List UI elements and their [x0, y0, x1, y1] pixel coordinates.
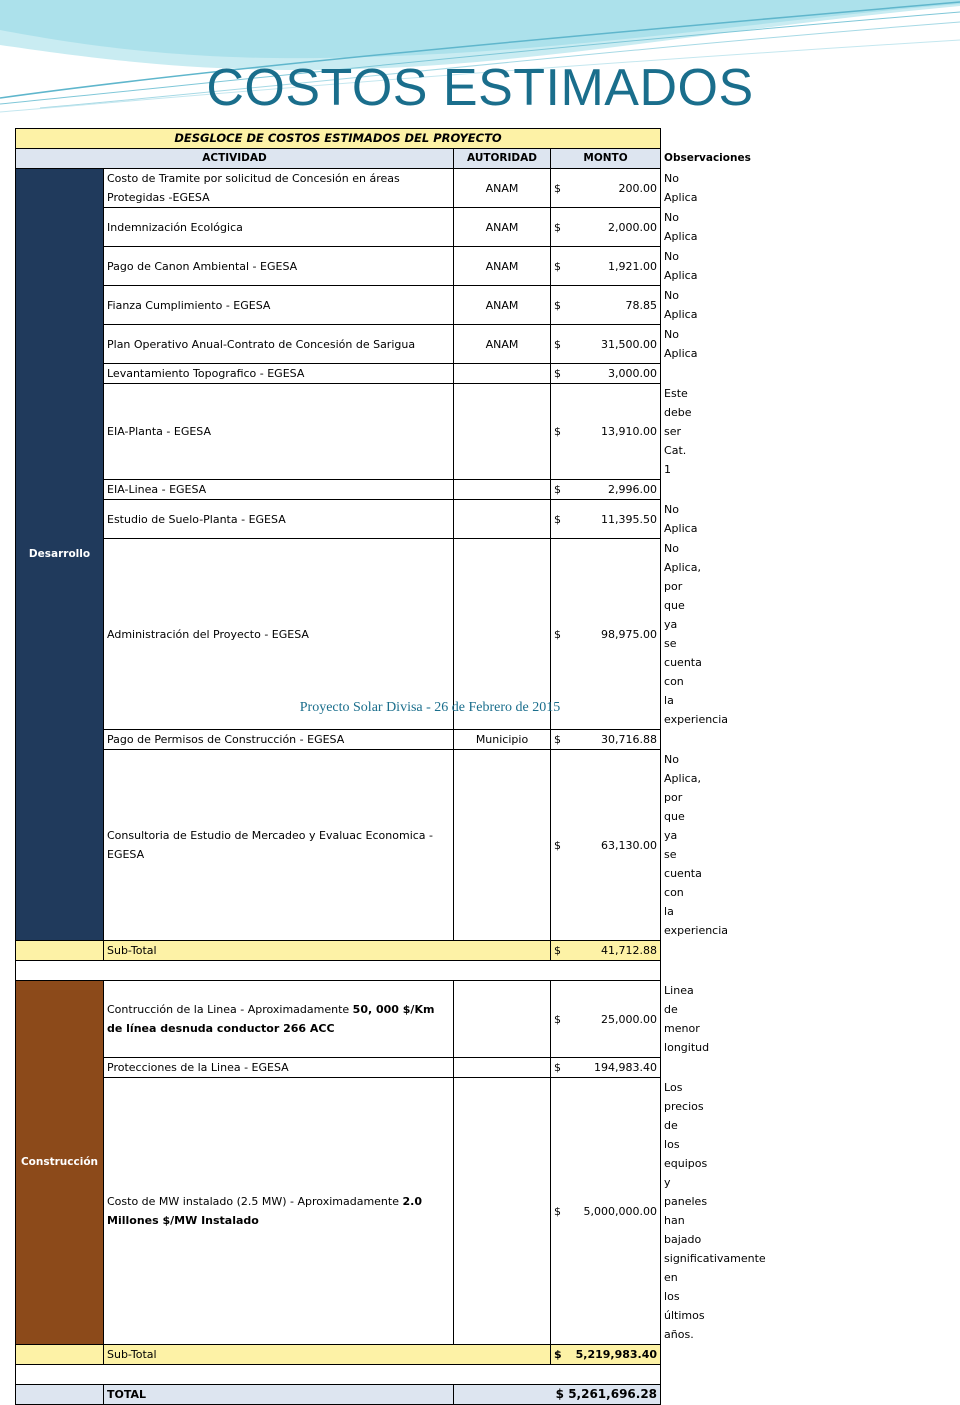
table-row: Plan Operativo Anual-Contrato de Concesión de Sarigua ANAM $ 31,500.00 No Aplica: [16, 325, 661, 364]
table-row: EIA-Planta - EGESA $ 13,910.00 Este debe ser Cat. 1: [16, 384, 661, 480]
authority-cell: Municipio: [454, 730, 551, 750]
amount-cell: [551, 1058, 661, 1078]
total-amount: $ 5,261,696.28: [454, 1385, 661, 1405]
currency-symbol: $: [554, 1061, 561, 1074]
currency-symbol: $: [554, 944, 561, 957]
table-row: Indemnización Ecológica ANAM $ 2,000.00 No Aplica: [16, 208, 661, 247]
table-row: [16, 730, 661, 750]
column-header-monto: MONTO: [551, 149, 661, 169]
activity-text: Contrucción de la Linea - Aproximadamente: [107, 1003, 353, 1016]
amount-value: 200.00: [618, 181, 658, 195]
amount-value: 194,983.40: [594, 1061, 658, 1074]
activity-cell: EIA-Planta - EGESA: [104, 384, 454, 480]
activity-cell: Estudio de Suelo-Planta - EGESA: [104, 500, 454, 539]
table-row: [16, 1058, 661, 1078]
currency-symbol: $: [554, 425, 561, 438]
activity-cell: Pago de Permisos de Construcción - EGESA: [104, 730, 454, 750]
authority-cell: ANAM: [454, 286, 551, 325]
activity-cell: Plan Operativo Anual-Contrato de Concesión de Sarigua: [104, 325, 454, 364]
table-row: Construcción Contrucción de la Linea - Aproximadamente 50, 000 $/Km de línea desnuda conductor 266 ACC $ 25,000.00 Linea de menor longitud: [16, 981, 661, 1058]
activity-cell: [104, 1078, 454, 1345]
table-row: Administración del Proyecto - EGESA $ 98,975.00 No Aplica, por que ya se cuenta con la experiencia: [16, 539, 661, 730]
subtotal-label: Sub-Total: [104, 1345, 551, 1365]
activity-cell: [104, 981, 454, 1058]
amount-value: 63,130.00: [601, 838, 658, 852]
amount-value: 5,219,983.40: [575, 1348, 658, 1361]
subtotal-amount: [551, 1345, 661, 1365]
authority-cell: [454, 500, 551, 539]
amount-value: 11,395.50: [601, 512, 658, 526]
table-row: Consultoria de Estudio de Mercadeo y Evaluac Economica - EGESA $ 63,130.00 No Aplica, por que ya se cuenta con la experiencia: [16, 750, 661, 941]
amount-cell: [551, 1078, 661, 1345]
table-row: Pago de Canon Ambiental - EGESA ANAM $ 1,921.00 No Aplica: [16, 247, 661, 286]
authority-cell: [454, 750, 551, 941]
currency-symbol: $: [554, 838, 561, 852]
activity-cell: Indemnización Ecológica: [104, 208, 454, 247]
page-title: COSTOS ESTIMADOS: [206, 59, 754, 117]
currency-symbol: $: [554, 181, 561, 195]
currency-symbol: $: [554, 483, 561, 496]
subtotal-label: Sub-Total: [104, 941, 551, 961]
amount-cell: [551, 247, 661, 286]
authority-cell: ANAM: [454, 208, 551, 247]
currency-symbol: $: [554, 733, 561, 746]
activity-emphasis: 50, 000 $/Km de línea desnuda conductor 266 ACC: [107, 1003, 435, 1035]
currency-symbol: $: [554, 367, 561, 380]
activity-cell: Costo de Tramite por solicitud de Concesión en áreas Protegidas -EGESA: [104, 169, 454, 208]
spacer-cell: [16, 1365, 661, 1385]
total-blank: [16, 1385, 104, 1405]
authority-cell: [454, 364, 551, 384]
column-header-actividad: ACTIVIDAD: [16, 149, 454, 169]
amount-value: 31,500.00: [601, 337, 658, 351]
amount-value: 1,921.00: [608, 259, 658, 273]
column-header-autoridad: AUTORIDAD: [454, 149, 551, 169]
table-heading: DESGLOCE DE COSTOS ESTIMADOS DEL PROYECTO: [16, 129, 661, 149]
subtotal-blank: [16, 1345, 104, 1365]
amount-value: 3,000.00: [608, 367, 658, 380]
currency-symbol: $: [554, 259, 561, 273]
amount-cell: [551, 730, 661, 750]
authority-cell: [454, 981, 551, 1058]
table-heading-row: [16, 129, 661, 149]
amount-cell: [551, 384, 661, 480]
activity-cell: Fianza Cumplimiento - EGESA: [104, 286, 454, 325]
amount-value: 2,000.00: [608, 220, 658, 234]
cost-table: [15, 128, 766, 1405]
currency-symbol: $: [554, 512, 561, 526]
amount-cell: [551, 286, 661, 325]
amount-cell: [551, 208, 661, 247]
amount-cell: [551, 169, 661, 208]
group-label: Construcción: [16, 981, 104, 1345]
footer-text: Proyecto Solar Divisa - 26 de Febrero de 2015: [299, 700, 561, 715]
authority-cell: [454, 1078, 551, 1345]
activity-cell: Consultoria de Estudio de Mercadeo y Evaluac Economica - EGESA: [104, 750, 454, 941]
currency-symbol: $: [554, 1012, 561, 1026]
subtotal-row: [16, 941, 661, 961]
authority-cell: ANAM: [454, 169, 551, 208]
activity-cell: Pago de Canon Ambiental - EGESA: [104, 247, 454, 286]
amount-cell: [551, 750, 661, 941]
amount-value: 25,000.00: [601, 1012, 658, 1026]
table-row: Fianza Cumplimiento - EGESA ANAM $ 78.85 No Aplica: [16, 286, 661, 325]
authority-cell: [454, 480, 551, 500]
subtotal-blank: [16, 941, 104, 961]
subtotal-row: [16, 1345, 661, 1365]
currency-symbol: $: [554, 627, 561, 641]
group-label: Desarrollo: [16, 169, 104, 941]
amount-cell: [551, 500, 661, 539]
authority-cell: [454, 1058, 551, 1078]
total-row: [16, 1385, 661, 1405]
amount-value: 13,910.00: [601, 425, 658, 438]
amount-value: 78.85: [625, 298, 658, 312]
column-header-row: ACTIVIDAD AUTORIDAD MONTO Observaciones: [16, 149, 661, 169]
spacer-cell: [16, 961, 661, 981]
amount-value: 41,712.88: [601, 944, 658, 957]
activity-cell: EIA-Linea - EGESA: [104, 480, 454, 500]
table-row: Costo de MW instalado (2.5 MW) - Aproximadamente 2.0 Millones $/MW Instalado $ 5,000,000.00 Los precios de los equipos y paneles han bajado significativamente en los últimos años.: [16, 1078, 661, 1345]
amount-cell: [551, 981, 661, 1058]
amount-value: 5,000,000.00: [583, 1204, 658, 1218]
currency-symbol: $: [554, 1348, 562, 1361]
spacer-row: [16, 1365, 661, 1385]
currency-symbol: $: [554, 220, 561, 234]
authority-cell: ANAM: [454, 325, 551, 364]
table-row: [16, 364, 661, 384]
table-row: [16, 480, 661, 500]
activity-cell: Levantamiento Topografico - EGESA: [104, 364, 454, 384]
spacer-row: [16, 961, 661, 981]
amount-cell: [551, 480, 661, 500]
amount-cell: [551, 325, 661, 364]
activity-cell: Protecciones de la Linea - EGESA: [104, 1058, 454, 1078]
amount-value: 2,996.00: [608, 483, 658, 496]
amount-cell: [551, 364, 661, 384]
authority-cell: [454, 384, 551, 480]
currency-symbol: $: [554, 337, 561, 351]
activity-cell: Administración del Proyecto - EGESA: [104, 539, 454, 730]
authority-cell: ANAM: [454, 247, 551, 286]
table-row: Desarrollo Costo de Tramite por solicitud de Concesión en áreas Protegidas -EGESA ANAM $ 200.00 No Aplica: [16, 169, 661, 208]
amount-value: 30,716.88: [601, 733, 658, 746]
subtotal-amount: [551, 941, 661, 961]
total-label: TOTAL: [104, 1385, 454, 1405]
table-row: Estudio de Suelo-Planta - EGESA $ 11,395.50 No Aplica: [16, 500, 661, 539]
amount-value: 98,975.00: [601, 627, 658, 641]
currency-symbol: $: [554, 1204, 561, 1218]
currency-symbol: $: [554, 298, 561, 312]
activity-emphasis: 2.0 Millones $/MW Instalado: [107, 1195, 422, 1227]
activity-text: Costo de MW instalado (2.5 MW) - Aproximadamente: [107, 1195, 403, 1208]
